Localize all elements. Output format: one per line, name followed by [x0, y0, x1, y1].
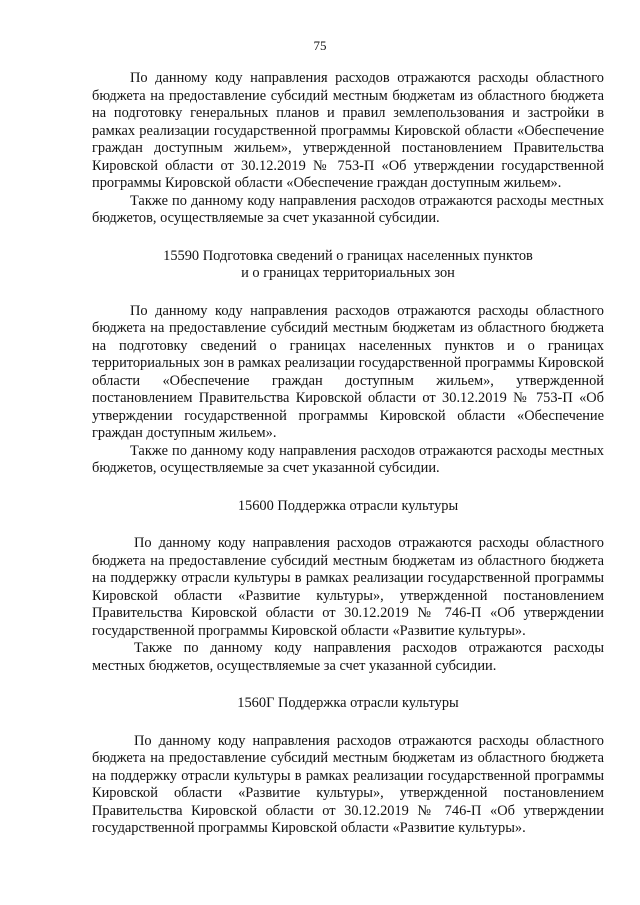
document-body — [92, 70, 604, 838]
section-15590 — [92, 248, 604, 478]
paragraph: По данному коду направления расходов отражаются расходы областного бюджета на предоставление субсидий местным бюджетам из областного бюджета на подготовку сведений о границах населенных пунктов и о границах территориальных зон в рамках реализации государственной программы Кировской области «Обеспечение граждан доступным жильем», утвержденной постановлением Правительства Кировской области от 30.12.2019 № 753-П «Об утверждении государственной программы Кировской области «Обеспечение граждан доступным жильем». — [92, 302, 604, 441]
paragraph: Также по данному коду направления расходов отражаются расходы местных бюджетов, осуществляемые за счет указанной субсидии. — [92, 640, 604, 674]
section-heading-line: 15600 Поддержка отрасли культуры — [237, 497, 459, 514]
section-heading — [92, 498, 604, 516]
paragraph: Также по данному коду направления расходов отражаются расходы местных бюджетов, осуществляемые за счет указанной субсидии. — [92, 442, 604, 476]
section-heading-line: 1560Г Поддержка отрасли культуры — [237, 695, 459, 711]
paragraph: По данному коду направления расходов отражаются расходы областного бюджета на предоставление субсидий местным бюджетам из областного бюджета на подготовку генеральных планов и правил землепользования и застройки в рамках реализации государственной программы Кировской области «Обеспечение граждан доступным жильем», утвержденной постановлением Правительства Кировской области от 30.12.2019 № 753-П «Об утверждении государственной программы Кировской области «Обеспечение граждан доступным жильем». — [92, 70, 604, 191]
paragraph: По данному коду направления расходов отражаются расходы областного бюджета на предоставление субсидий местным бюджетам из областного бюджета на поддержку отрасли культуры в рамках реализации государственной программы Кировской области «Развитие культуры», утвержденной постановлением Правительства Кировской области от 30.12.2019 № 746-П «Об утверждении государственной программы Кировской области «Развитие культуры». — [92, 535, 604, 639]
section-1560G — [92, 695, 604, 838]
section-heading-line: 15590 Подготовка сведений о границах населенных пунктов — [163, 247, 533, 264]
section-heading — [92, 695, 604, 713]
section-heading — [92, 248, 604, 283]
page-number: 75 — [313, 38, 327, 53]
section-heading-line: и о границах территориальных зон — [241, 265, 455, 281]
section-15600 — [92, 498, 604, 676]
section-1559-continuation — [92, 70, 604, 228]
paragraph: По данному коду направления расходов отражаются расходы областного бюджета на предоставление субсидий местным бюджетам из областного бюджета на поддержку отрасли культуры в рамках реализации государственной программы Кировской области «Развитие культуры», утвержденной постановлением Правительства Кировской области от 30.12.2019 № 746-П «Об утверждении государственной программы Кировской области «Развитие культуры». — [92, 732, 604, 836]
paragraph: Также по данному коду направления расходов отражаются расходы местных бюджетов, осуществляемые за счет указанной субсидии. — [92, 192, 604, 226]
